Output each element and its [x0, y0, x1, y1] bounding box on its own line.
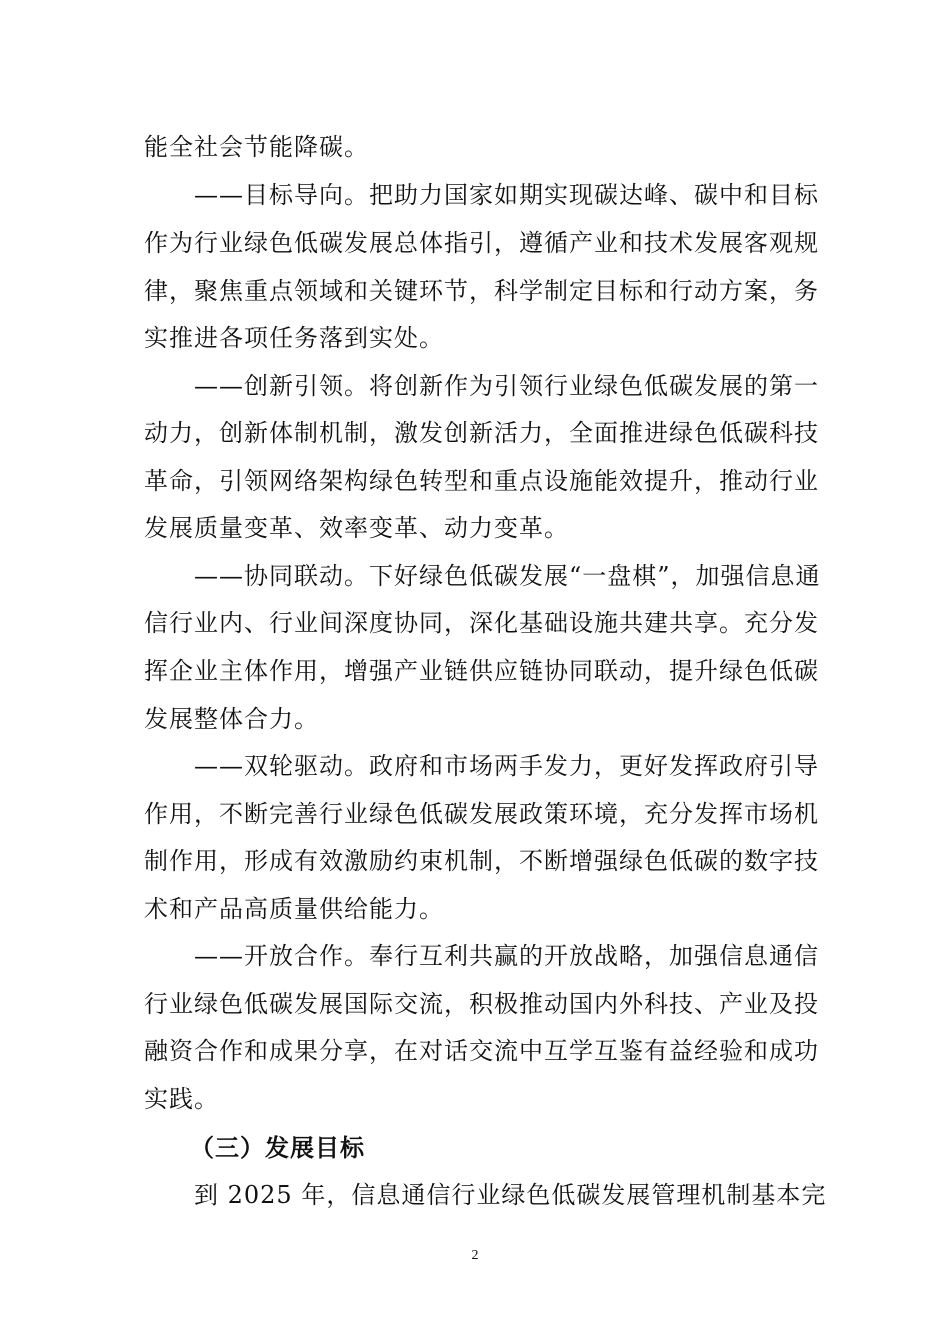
page-number: 2 — [471, 1248, 479, 1263]
paragraph-line: ——创新引领。将创新作为引领行业绿色低碳发展的第一 — [194, 372, 819, 400]
paragraph-line: 发展质量变革、效率变革、动力变革。 — [144, 514, 569, 542]
paragraph-line: 制作用，形成有效激励约束机制，不断增强绿色低碳的数字技 — [144, 847, 819, 875]
paragraph-line: ——双轮驱动。政府和市场两手发力，更好发挥政府引导 — [194, 752, 819, 780]
section-heading: （三）发展目标 — [190, 1134, 365, 1162]
paragraph-line: 发展整体合力。 — [144, 705, 319, 733]
paragraph-line: ——协同联动。下好绿色低碳发展“一盘棋”，加强信息通 — [194, 562, 821, 590]
paragraph-line: 律，聚焦重点领域和关键环节，科学制定目标和行动方案，务 — [144, 277, 819, 305]
paragraph-line: 挥企业主体作用，增强产业链供应链协同联动，提升绿色低碳 — [144, 657, 819, 685]
paragraph-line: 术和产品高质量供给能力。 — [144, 895, 444, 923]
paragraph-line: 行业绿色低碳发展国际交流，积极推动国内外科技、产业及投 — [144, 990, 819, 1018]
paragraph-line: 融资合作和成果分享，在对话交流中互学互鉴有益经验和成功 — [144, 1037, 819, 1065]
paragraph-line: 革命，引领网络架构绿色转型和重点设施能效提升，推动行业 — [144, 467, 819, 495]
paragraph-line: 到 2025 年，信息通信行业绿色低碳发展管理机制基本完 — [194, 1181, 827, 1209]
paragraph-line: 信行业内、行业间深度协同，深化基础设施共建共享。充分发 — [144, 609, 819, 637]
paragraph-line: 作为行业绿色低碳发展总体指引，遵循产业和技术发展客观规 — [144, 229, 819, 257]
paragraph-line: 能全社会节能降碳。 — [144, 133, 369, 161]
paragraph-line: 实推进各项任务落到实处。 — [144, 324, 444, 352]
paragraph-line: ——开放合作。奉行互利共赢的开放战略，加强信息通信 — [194, 942, 819, 970]
paragraph-line: 作用，不断完善行业绿色低碳发展政策环境，充分发挥市场机 — [144, 800, 819, 828]
paragraph-line: 实践。 — [144, 1085, 219, 1113]
paragraph-line: ——目标导向。把助力国家如期实现碳达峰、碳中和目标 — [194, 181, 819, 209]
paragraph-line: 动力，创新体制机制，激发创新活力，全面推进绿色低碳科技 — [144, 419, 819, 447]
